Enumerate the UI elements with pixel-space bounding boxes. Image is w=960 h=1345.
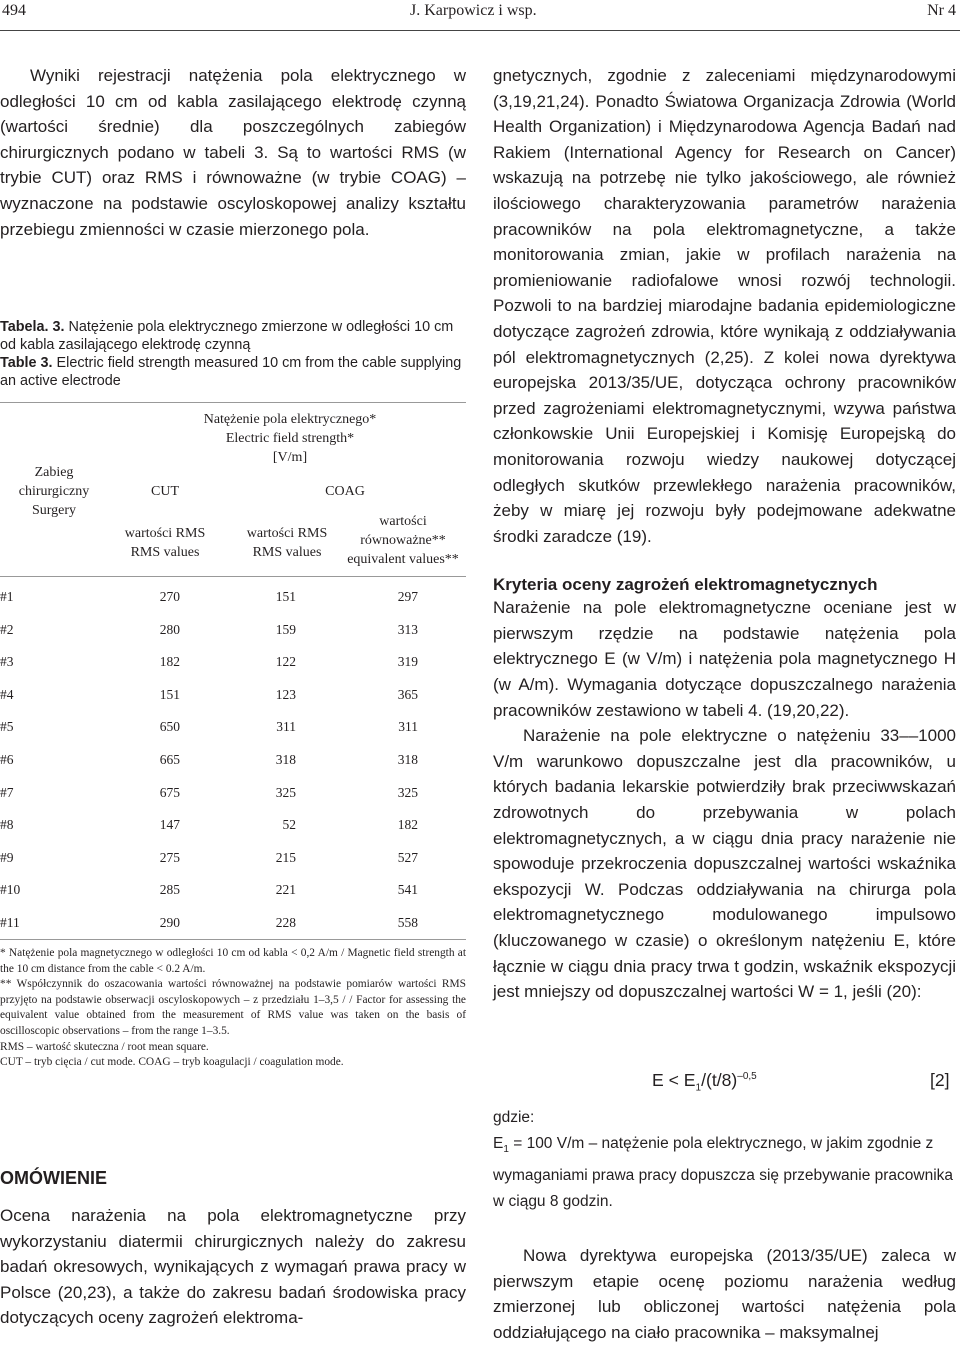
footnote-1: * Natężenie pola magnetycznego w odległości 10 cm od kabla < 0,2 A/m / Magnetic field strength at the 10 cm distance from the cable < 0.2 A/m. xyxy=(0,947,466,975)
issue-number: Nr 4 xyxy=(927,2,956,19)
page-number: 494 xyxy=(2,2,26,19)
formula-lhs: E < E xyxy=(652,1070,696,1090)
e1-definition xyxy=(493,1131,956,1215)
footnote-2: ** Współczynnik do oszacowania wartości równoważnej na podstawie pomiarów wartości RMS przyjęto na podstawie obserwacji oscyloskopowych – z przedziału 1–3,5 / / Factor for assessing the equivalent value obtained from the measurement of RMS value was taken on the basis of oscilloscopic observations – from the range 1–3.5. xyxy=(0,978,466,1037)
sub-coag-rms xyxy=(222,524,352,562)
col-surgery-header xyxy=(0,463,108,520)
table-cell-cut-rms: 650 xyxy=(159,719,180,735)
table-cell-surgery: #10 xyxy=(0,882,21,898)
intro-block xyxy=(0,63,466,242)
col-cut-header: CUT xyxy=(151,484,179,499)
table-cell-surgery: #4 xyxy=(0,686,14,702)
table-cell-cut-rms: 665 xyxy=(159,752,180,767)
table-cell-surgery: #3 xyxy=(0,654,14,670)
sub-equiv-line-1: wartości xyxy=(379,514,427,529)
table-cell-cut-rms: 280 xyxy=(159,621,180,637)
table-cell-coag-equiv: 182 xyxy=(397,817,418,833)
table-cell-coag-equiv: 319 xyxy=(397,654,418,670)
col-group-line-3: [V/m] xyxy=(272,450,308,465)
table-cell-cut-rms: 147 xyxy=(159,817,180,833)
table-top-rule xyxy=(0,402,466,403)
running-authors: J. Karpowicz i wsp. xyxy=(410,2,537,19)
table-cell-coag-rms: 159 xyxy=(275,621,296,637)
footnote-3: RMS – wartość skuteczna / root mean square. xyxy=(0,1040,209,1053)
discussion-paragraph: Ocena narażenia na pola elektromagnetyczne przy wykorzystaniu diatermii chirurgicznych należy do zakresu badań okresowych, wynikających z wymagań prawa pracy w Polsce (20,23), a także do zakresu badań środowiska pracy dotyczących oceny zagrożeń elektroma- xyxy=(0,1206,466,1328)
col-surgery-line-3: Surgery xyxy=(31,503,77,518)
right-paragraph-4: Nowa dyrektywa europejska (2013/35/UE) zaleca w pierwszym etapie ocenę poziomu narażenia według zmierzonej lub obliczonej wartości natężenia pola oddziałującego na ciało pracownika – maksymalnej xyxy=(493,1246,956,1342)
table-cell-coag-equiv: 325 xyxy=(397,784,418,800)
discussion-heading: OMÓWIENIE xyxy=(0,1168,107,1188)
caption-en-text: Electric field strength measured 10 cm from the cable supplying an active electrode xyxy=(0,355,462,389)
intro-paragraph: Wyniki rejestracji natężenia pola elektrycznego w odległości 10 cm od kabla zasilającego elektrodę czynną (wartości średnie) dla poszczególnych zabiegów chirurgicznych podano w tabeli 3. Są to wartości RMS (w trybie CUT) oraz RMS i równoważne (w trybie COAG) – wyznaczone na podstawie oscyloskopowej analizy kształtu przebiegu zmienności w czasie mierzonego pola. xyxy=(0,66,466,239)
table-footnotes xyxy=(0,946,466,1071)
where-label: gdzie: xyxy=(493,1109,535,1126)
table-cell-coag-rms: 151 xyxy=(275,589,296,604)
sub-cut-rms-line-1: wartości RMS xyxy=(124,526,206,541)
table-header-rule xyxy=(0,576,466,577)
table-cell-surgery: #5 xyxy=(0,719,14,735)
table-cell-cut-rms: 275 xyxy=(159,849,180,865)
table-cell-surgery: #9 xyxy=(0,849,14,865)
caption-en-label: Table 3. xyxy=(0,355,53,371)
table-cell-coag-rms: 215 xyxy=(275,849,296,865)
table-cell-coag-rms: 325 xyxy=(275,784,296,800)
table-cell-surgery: #1 xyxy=(0,589,14,604)
right-column-lower xyxy=(493,1105,956,1345)
table-cell-cut-rms: 151 xyxy=(159,686,180,702)
table-cell-coag-rms: 318 xyxy=(275,752,296,767)
table-cell-coag-rms: 311 xyxy=(276,719,296,735)
caption-pl-text: Natężenie pola elektrycznego zmierzone w odległości 10 cm od kabla zasilającego elektrodę czynną xyxy=(0,319,454,353)
sub-coag-equiv xyxy=(336,512,470,569)
table-cell-surgery: #7 xyxy=(0,784,14,800)
table-cell-cut-rms: 285 xyxy=(159,882,180,898)
table-cell-cut-rms: 675 xyxy=(159,784,180,800)
sub-cut-rms-line-2: RMS values xyxy=(130,545,200,560)
caption-pl xyxy=(0,318,466,354)
table-cell-coag-rms: 122 xyxy=(275,654,296,670)
table-cell-coag-rms: 228 xyxy=(275,915,296,930)
discussion-section xyxy=(0,1168,466,1331)
table-cell-coag-rms: 123 xyxy=(275,686,296,702)
col-group-line-2: Electric field strength* xyxy=(225,431,355,446)
col-surgery-line-1: Zabieg xyxy=(34,465,74,480)
footnote-4: CUT – tryb cięcia / cut mode. COAG – tryb koagulacji / coagulation mode. xyxy=(0,1056,344,1069)
col-surgery-line-2: chirurgiczny xyxy=(18,484,90,499)
table-cell-coag-equiv: 311 xyxy=(398,719,418,735)
formula-sup: –0,5 xyxy=(737,1071,757,1083)
e1-sub: 1 xyxy=(503,1144,509,1156)
sub-coag-rms-line-1: wartości RMS xyxy=(246,526,328,541)
formula-number: [2] xyxy=(930,1070,950,1090)
right-paragraph-3: Narażenie na pole elektryczne o natężeniu 33––1000 V/m warunkowo dopuszczalne jest dla pracowników, u których badania lekarskie potwierdziły brak przeciwwskazań zdrowotnych do przebywania w polach elektromagnetycznych, a w ciągu dnia pracy narażenie nie spowoduje przekroczenia dopuszczalnej wartości wskaźnika ekspozycji W. Podczas oddziaływania na chirurga pola elektromagnetycznego modulowanego impulsowo (kluczowanego w czasie) o określonym natężeniu E, które łącznie w ciągu dnia pracy trwa t godzin, wskaźnik ekspozycji jest mniejszy od dopuszczalnej wartości W = 1, jeśli (20): xyxy=(493,726,956,1002)
table-cell-surgery: #2 xyxy=(0,621,14,637)
table-cell-cut-rms: 270 xyxy=(159,589,180,604)
formula-sub: 1 xyxy=(695,1082,702,1094)
table-cell-coag-equiv: 558 xyxy=(397,915,418,930)
header-rule xyxy=(0,30,960,31)
sub-coag-rms-line-2: RMS values xyxy=(252,545,322,560)
right-paragraph-1: gnetycznych, zgodnie z zaleceniami międzynarodowymi (3,19,21,24). Ponadto Światowa Organizacja Zdrowia (World Health Organization) i Międzynarodowa Agencja Badań nad Rakiem (International Agency for Research on Cancer) wskazują na potrzebę nie tylko jakościowego, ale również ilościowego charakteryzowania parametrów narażenia pracowników na pola elektromagnetyczne, a także monitorowania zmian, jakie w profilach narażenia na promieniowanie radiofalowe wnosi rozwój technologii. Pozwoli to na bardziej miarodajne badania epidemiologiczne dotyczące zagrożeń zdrowia, które wynikają z oddziaływania pól elektromagnetycznych (2,25). Z kolei nowa dyrektywa europejska 2013/35/UE, dotycząca ochrony pracowników przed zagrożeniami elektromagnetycznymi, wzywa państwa członkowskie Unii Europejskiej i Komisję Europejską do monitorowania rozwoju wiedzy naukowej dotyczącej odległych skutków przewlekłego narażenia pracowników, żeby w miarę jej rozwoju były podejmowane adekwatne środki zaradcze (19). xyxy=(493,66,956,546)
table-caption xyxy=(0,318,466,390)
table-cell-coag-rms: 52 xyxy=(282,817,296,833)
right-column xyxy=(493,63,956,1005)
table-cell-surgery: #8 xyxy=(0,817,14,833)
e1-symbol: E xyxy=(493,1135,504,1152)
table-bottom-rule xyxy=(0,939,466,940)
table-cell-surgery: #6 xyxy=(0,752,14,767)
col-group-header xyxy=(170,410,410,467)
sub-cut-rms xyxy=(100,524,230,562)
section-heading-criteria: Kryteria oceny zagrożeń elektromagnetycznych xyxy=(493,575,878,595)
e1-text: = 100 V/m – natężenie pola elektrycznego, w jakim zgodnie z wymaganiami prawa pracy dopuszcza się przebywanie pracownika w ciągu 8 godzin. xyxy=(493,1135,954,1211)
table-cell-cut-rms: 182 xyxy=(159,654,180,670)
sub-equiv-line-3: equivalent values** xyxy=(347,552,459,567)
formula-mid: /(t/8) xyxy=(701,1070,738,1090)
caption-pl-label: Tabela. 3. xyxy=(0,319,65,335)
caption-en xyxy=(0,354,466,390)
table-cell-cut-rms: 290 xyxy=(159,915,180,930)
table-cell-coag-equiv: 318 xyxy=(397,752,418,767)
formula-2 xyxy=(652,1070,757,1094)
table-cell-coag-equiv: 365 xyxy=(397,686,418,702)
right-paragraph-2: Narażenie na pole elektromagnetyczne oceniane jest w pierwszym rzędzie na podstawie natężenia pola elektrycznego E (w V/m) i natężenia pola magnetycznego H (w A/m). Wymagania dotyczące dopuszczalnego narażenia pracowników zestawiono w tabeli 4. (19,20,22). xyxy=(493,598,956,720)
col-group-line-1: Natężenie pola elektrycznego* xyxy=(203,412,377,427)
sub-equiv-line-2: równoważne** xyxy=(360,533,446,548)
table-cell-coag-equiv: 527 xyxy=(397,849,418,865)
table-cell-coag-equiv: 313 xyxy=(397,621,418,637)
table-cell-surgery: #11 xyxy=(0,915,20,930)
table-cell-coag-equiv: 541 xyxy=(397,882,418,898)
table-cell-coag-equiv: 297 xyxy=(397,589,418,604)
col-coag-header: COAG xyxy=(325,484,365,499)
table-cell-coag-rms: 221 xyxy=(275,882,296,898)
